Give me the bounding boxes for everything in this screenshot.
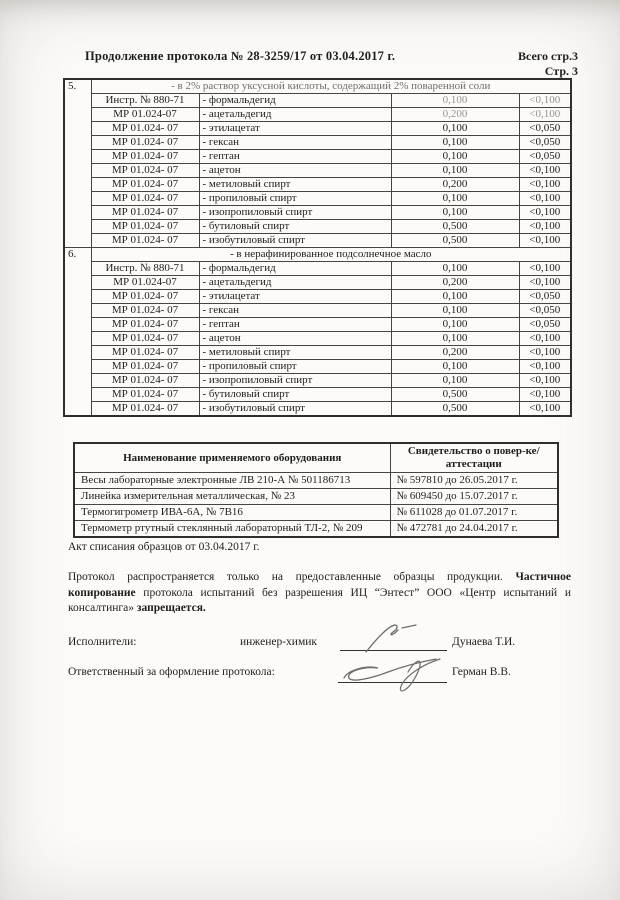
substance-cell: - метиловый спирт	[199, 346, 391, 360]
executor-role: инженер-химик	[240, 636, 317, 648]
result-row	[64, 402, 571, 417]
method-cell: МР 01.024-07	[91, 108, 199, 122]
norm-cell: 0,100	[391, 164, 519, 178]
norm-cell: 0,200	[391, 108, 519, 122]
method-cell: МР 01.024- 07	[91, 178, 199, 192]
result-row	[64, 108, 571, 122]
pages-total: Всего стр.3	[518, 49, 578, 63]
equipment-cert-cell: № 609450 до 15.07.2017 г.	[390, 489, 558, 505]
substance-cell: - изобутиловый спирт	[199, 234, 391, 248]
substance-cell: - ацетон	[199, 164, 391, 178]
result-row	[64, 304, 571, 318]
responsible-name: Герман В.В.	[452, 666, 511, 678]
equipment-row	[74, 473, 558, 489]
method-cell: МР 01.024- 07	[91, 332, 199, 346]
norm-cell: 0,100	[391, 290, 519, 304]
equipment-name-header: Наименование применяемого оборудования	[74, 443, 390, 473]
method-cell: МР 01.024- 07	[91, 192, 199, 206]
result-row	[64, 276, 571, 290]
disclaimer-text: Протокол распространяется только на предоставленные образцы продукции.	[68, 571, 516, 583]
equipment-cert-cell: № 597810 до 26.05.2017 г.	[390, 473, 558, 489]
method-cell: Инстр. № 880-71	[91, 94, 199, 108]
substance-cell: - метиловый спирт	[199, 178, 391, 192]
norm-cell: 0,100	[391, 136, 519, 150]
result-row	[64, 150, 571, 164]
substance-cell: - бутиловый спирт	[199, 388, 391, 402]
method-cell: МР 01.024- 07	[91, 346, 199, 360]
equipment-cert-cell: № 611028 до 01.07.2017 г.	[390, 505, 558, 521]
result-cell: <0,100	[519, 192, 571, 206]
result-cell: <0,050	[519, 150, 571, 164]
method-cell: МР 01.024- 07	[91, 388, 199, 402]
norm-cell: 0,100	[391, 94, 519, 108]
disclaimer-text: протокола испытаний без разрешения ИЦ “Энтест” ООО «Центр испытаний и консалтинга»	[68, 586, 571, 614]
equipment-name-cell: Термометр ртутный стеклянный лабораторный ТЛ-2, № 209	[74, 521, 390, 538]
result-cell: <0,100	[519, 220, 571, 234]
result-row	[64, 374, 571, 388]
result-row	[64, 164, 571, 178]
norm-cell: 0,100	[391, 304, 519, 318]
equipment-row	[74, 489, 558, 505]
substance-cell: - гексан	[199, 304, 391, 318]
norm-cell: 0,200	[391, 276, 519, 290]
section-header-row	[64, 79, 571, 94]
result-row	[64, 360, 571, 374]
result-row	[64, 94, 571, 108]
result-cell: <0,050	[519, 318, 571, 332]
norm-cell: 0,100	[391, 122, 519, 136]
equipment-name-cell: Весы лабораторные электронные ЛВ 210-А № 501186713	[74, 473, 390, 489]
norm-cell: 0,200	[391, 178, 519, 192]
result-cell: <0,050	[519, 136, 571, 150]
result-row	[64, 192, 571, 206]
substance-cell: - изопропиловый спирт	[199, 374, 391, 388]
result-cell: <0,100	[519, 276, 571, 290]
substance-cell: - ацетальдегид	[199, 276, 391, 290]
substance-cell: - пропиловый спирт	[199, 360, 391, 374]
writeoff-act-note: Акт списания образцов от 03.04.2017 г.	[68, 541, 260, 553]
norm-cell: 0,100	[391, 332, 519, 346]
method-cell: МР 01.024- 07	[91, 150, 199, 164]
norm-cell: 0,500	[391, 388, 519, 402]
method-cell: МР 01.024- 07	[91, 206, 199, 220]
norm-cell: 0,100	[391, 206, 519, 220]
equipment-header-row	[74, 443, 558, 473]
substance-cell: - пропиловый спирт	[199, 192, 391, 206]
substance-cell: - формальдегид	[199, 94, 391, 108]
result-cell: <0,100	[519, 262, 571, 276]
disclaimer-bold-forbidden: запрещается.	[136, 602, 206, 614]
executor-signature	[352, 620, 432, 654]
substance-cell: - бутиловый спирт	[199, 220, 391, 234]
substance-cell: - изобутиловый спирт	[199, 402, 391, 417]
result-row	[64, 332, 571, 346]
method-cell: МР 01.024- 07	[91, 220, 199, 234]
norm-cell: 0,500	[391, 402, 519, 417]
result-cell: <0,100	[519, 164, 571, 178]
method-cell: МР 01.024- 07	[91, 360, 199, 374]
result-row	[64, 178, 571, 192]
equipment-table	[73, 442, 559, 538]
responsible-label: Ответственный за оформление протокола:	[68, 666, 275, 678]
result-row	[64, 206, 571, 220]
results-table	[63, 78, 572, 417]
substance-cell: - этилацетат	[199, 122, 391, 136]
section-title: - в нерафинированное подсолнечное масло	[91, 248, 571, 262]
result-cell: <0,100	[519, 346, 571, 360]
document-title: Продолжение протокола № 28-3259/17 от 03.04.2017 г.	[85, 49, 396, 63]
results-section-5	[64, 79, 571, 248]
result-row	[64, 220, 571, 234]
copy-restriction-paragraph	[68, 570, 571, 617]
section-header-row	[64, 248, 571, 262]
section-number: 6.	[64, 248, 91, 417]
substance-cell: - ацетальдегид	[199, 108, 391, 122]
method-cell: МР 01.024- 07	[91, 318, 199, 332]
signature-line-responsible	[338, 682, 447, 683]
method-cell: МР 01.024- 07	[91, 122, 199, 136]
signature-line-executor	[340, 650, 447, 651]
section-number: 5.	[64, 79, 91, 248]
executors-label: Исполнители:	[68, 636, 137, 648]
result-cell: <0,100	[519, 206, 571, 220]
norm-cell: 0,500	[391, 220, 519, 234]
method-cell: МР 01.024- 07	[91, 290, 199, 304]
result-row	[64, 318, 571, 332]
substance-cell: - этилацетат	[199, 290, 391, 304]
executor-name: Дунаева Т.И.	[452, 636, 516, 648]
section-title: - в 2% раствор уксусной кислоты, содержащий 2% поваренной соли	[91, 79, 571, 94]
result-row	[64, 136, 571, 150]
disclaimer-bold-partial-copy: Частичное копирование	[68, 571, 571, 599]
substance-cell: - ацетон	[199, 332, 391, 346]
method-cell: МР 01.024- 07	[91, 136, 199, 150]
substance-cell: - гептан	[199, 318, 391, 332]
result-row	[64, 122, 571, 136]
equipment-name-cell: Термогигрометр ИВА-6А, № 7В16	[74, 505, 390, 521]
page-counter	[518, 49, 578, 78]
substance-cell: - изопропиловый спирт	[199, 206, 391, 220]
method-cell: МР 01.024- 07	[91, 402, 199, 417]
equipment-cert-cell: № 472781 до 24.04.2017 г.	[390, 521, 558, 538]
norm-cell: 0,100	[391, 262, 519, 276]
result-row	[64, 388, 571, 402]
method-cell: МР 01.024- 07	[91, 164, 199, 178]
result-cell: <0,100	[519, 94, 571, 108]
norm-cell: 0,200	[391, 346, 519, 360]
result-row	[64, 346, 571, 360]
result-cell: <0,100	[519, 108, 571, 122]
result-row	[64, 234, 571, 248]
method-cell: МР 01.024-07	[91, 276, 199, 290]
result-cell: <0,050	[519, 304, 571, 318]
norm-cell: 0,100	[391, 192, 519, 206]
method-cell: МР 01.024- 07	[91, 374, 199, 388]
substance-cell: - формальдегид	[199, 262, 391, 276]
method-cell: МР 01.024- 07	[91, 304, 199, 318]
method-cell: МР 01.024- 07	[91, 234, 199, 248]
result-cell: <0,050	[519, 122, 571, 136]
equipment-cert-header: Свидетельство о повер-ке/аттестации	[390, 443, 558, 473]
norm-cell: 0,100	[391, 318, 519, 332]
substance-cell: - гексан	[199, 136, 391, 150]
result-cell: <0,100	[519, 374, 571, 388]
norm-cell: 0,100	[391, 150, 519, 164]
result-cell: <0,100	[519, 360, 571, 374]
equipment-name-cell: Линейка измерительная металлическая, № 23	[74, 489, 390, 505]
result-row	[64, 262, 571, 276]
results-section-6	[64, 248, 571, 417]
norm-cell: 0,500	[391, 234, 519, 248]
norm-cell: 0,100	[391, 360, 519, 374]
responsible-signature	[336, 652, 454, 698]
method-cell: Инстр. № 880-71	[91, 262, 199, 276]
result-cell: <0,050	[519, 290, 571, 304]
equipment-row	[74, 505, 558, 521]
result-cell: <0,100	[519, 332, 571, 346]
substance-cell: - гептан	[199, 150, 391, 164]
result-cell: <0,100	[519, 178, 571, 192]
equipment-row	[74, 521, 558, 538]
result-cell: <0,100	[519, 388, 571, 402]
page-current: Стр. 3	[544, 63, 578, 78]
result-row	[64, 290, 571, 304]
result-cell: <0,100	[519, 402, 571, 417]
result-cell: <0,100	[519, 234, 571, 248]
norm-cell: 0,100	[391, 374, 519, 388]
